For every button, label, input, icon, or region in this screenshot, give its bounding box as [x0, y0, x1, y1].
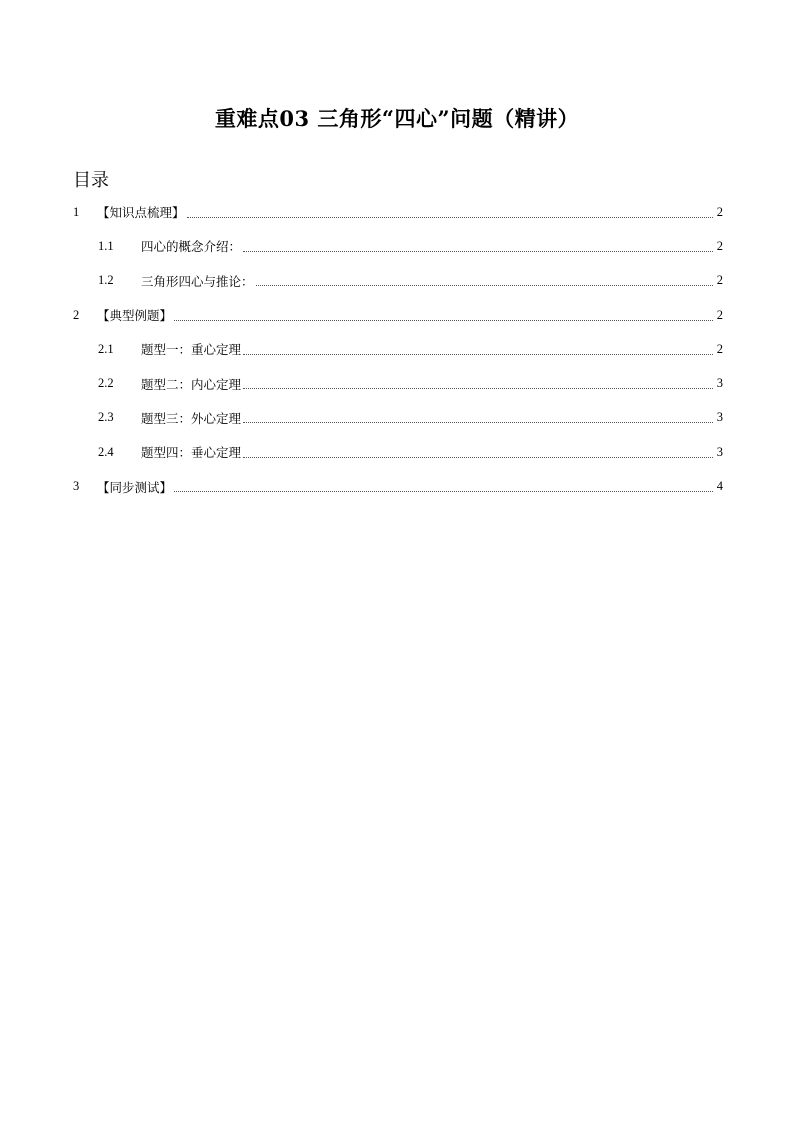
toc-entry-orthocenter-theorem[interactable] [73, 435, 723, 469]
toc-leader-dots [187, 217, 713, 218]
toc-entry-typical-examples[interactable] [73, 298, 723, 332]
toc-entry-number: 3 [73, 479, 80, 494]
toc-leader-dots [243, 457, 713, 458]
toc-entry-number: 2 [73, 307, 80, 322]
toc-entry-page: 2 [716, 204, 723, 219]
toc-entry-number: 2.3 [98, 410, 114, 425]
toc-entry-page: 4 [716, 479, 723, 494]
toc-entry-text: 【典型例题】 [97, 308, 173, 324]
toc-entry-text: 【知识点梳理】 [97, 205, 185, 221]
toc-entry-four-centers-concept[interactable] [73, 229, 723, 263]
toc-entry-sync-test[interactable] [73, 469, 723, 503]
toc-leader-dots [174, 491, 713, 492]
document-title: 重难点03 三角形“四心”问题（精讲） [214, 106, 580, 131]
toc-entry-text: 【同步测试】 [97, 479, 173, 495]
toc-entry-number: 2.1 [98, 341, 114, 356]
toc-entry-page: 2 [716, 273, 723, 288]
toc-entry-number: 1.1 [98, 238, 114, 253]
table-of-contents [73, 195, 723, 504]
toc-entry-page: 2 [716, 341, 723, 356]
toc-entry-text: 四心的概念介绍： [141, 239, 242, 255]
toc-leader-dots [243, 251, 713, 252]
toc-entry-number: 1.2 [98, 273, 114, 288]
toc-entry-page: 3 [716, 376, 723, 391]
toc-entry-text: 题型二：内心定理 [141, 376, 242, 392]
toc-leader-dots [174, 320, 713, 321]
toc-entry-centroid-theorem[interactable] [73, 332, 723, 366]
toc-entry-number: 2.2 [98, 376, 114, 391]
toc-entry-page: 2 [716, 238, 723, 253]
toc-entry-text: 题型四：垂心定理 [141, 445, 242, 461]
toc-entry-page: 3 [716, 444, 723, 459]
toc-leader-dots [243, 388, 713, 389]
toc-entry-text: 题型三：外心定理 [141, 410, 242, 426]
toc-leader-dots [243, 422, 713, 423]
toc-entry-page: 3 [716, 410, 723, 425]
toc-entry-text: 题型一：重心定理 [141, 342, 242, 358]
toc-leader-dots [256, 285, 713, 286]
toc-entry-page: 2 [716, 307, 723, 322]
toc-heading: 目录 [73, 170, 109, 191]
toc-entry-text: 三角形四心与推论： [141, 273, 254, 289]
toc-entry-circumcenter-theorem[interactable] [73, 401, 723, 435]
toc-entry-number: 1 [73, 204, 80, 219]
toc-entry-number: 2.4 [98, 444, 114, 459]
toc-leader-dots [243, 354, 713, 355]
toc-entry-four-centers-corollaries[interactable] [73, 264, 723, 298]
toc-entry-incenter-theorem[interactable] [73, 366, 723, 400]
toc-entry-knowledge-review[interactable] [73, 195, 723, 229]
